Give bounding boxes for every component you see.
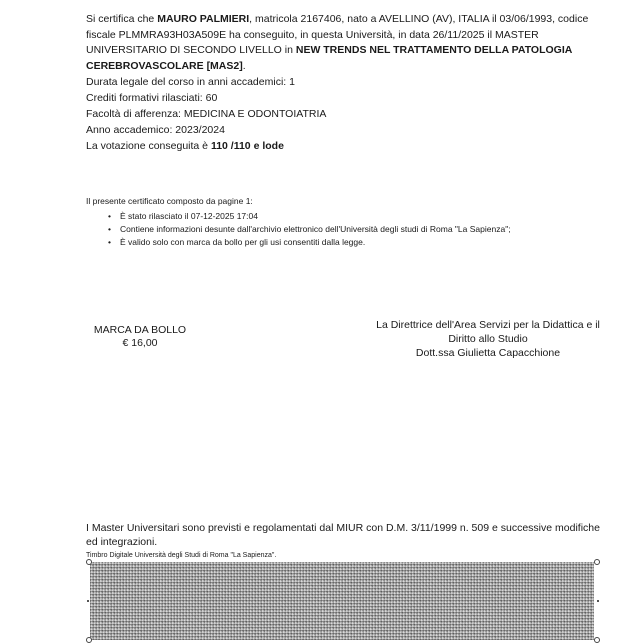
revenue-stamp-label: MARCA DA BOLLO [93, 324, 187, 336]
revenue-stamp-value: € 16,00 [122, 337, 158, 349]
faculty-line: Facoltà di afferenza: MEDICINA E ODONTOIATRIA [86, 108, 327, 120]
list-item: • È stato rilasciato il 07-12-2025 17:04 [108, 210, 586, 223]
credits-line: Crediti formativi rilasciati: 60 [86, 92, 218, 104]
certificate-notes [86, 195, 586, 249]
course-title: NEW TRENDS NEL TRATTAMENTO DELLA PATOLOGIA CEREBROVASCOLARE [MAS2] [86, 44, 572, 72]
signatory-title: La Direttrice dell'Area Servizi per la Didattica e il Diritto allo Studio [376, 319, 600, 345]
barcode-pattern [90, 562, 594, 640]
course-details [86, 74, 586, 154]
edge-marker-icon [597, 600, 599, 602]
corner-marker-icon [594, 559, 600, 565]
intro-text-1: Si certifica che [86, 13, 158, 25]
digital-stamp-label: Timbro Digitale Università degli Studi di Roma "La Sapienza". [86, 552, 277, 559]
edge-marker-icon [87, 600, 89, 602]
signature-block [368, 318, 608, 360]
certificate-intro: Il presente certificato composto da pagine 1: [86, 196, 253, 206]
duration-line: Durata legale del corso in anni accademici: 1 [86, 76, 295, 88]
grade-prefix: La votazione conseguita è [86, 140, 211, 152]
list-item: • Contiene informazioni desunte dall'archivio elettronico dell'Università degli studi di Roma "La Sapienza"; [108, 223, 586, 236]
certification-statement [86, 12, 606, 74]
certificate-bullets [86, 210, 586, 249]
intro-text-3: . [242, 59, 246, 72]
legal-footer: I Master Universitari sono previsti e regolamentati dal MIUR con D.M. 3/11/1999 n. 509 e successive modifiche ed integrazioni. [86, 522, 600, 548]
revenue-stamp [70, 324, 210, 350]
signatory-name: Dott.ssa Giulietta Capacchione [415, 347, 561, 359]
digital-stamp-barcode [88, 562, 598, 640]
grade-value: 110 /110 e lode [210, 140, 284, 152]
student-name: MAURO PALMIERI [157, 13, 250, 25]
corner-marker-icon [86, 637, 92, 643]
corner-marker-icon [86, 559, 92, 565]
grade-line [86, 138, 586, 154]
academic-year-line: Anno accademico: 2023/2024 [86, 124, 225, 136]
corner-marker-icon [594, 637, 600, 643]
intro-text-2: , matricola 2167406, nato a AVELLINO (AV), ITALIA il 03/06/1993, codice fiscale PLMMRA93H03A509E ha conseguito, in questa Università, in data 26/11/2025 il MASTER UNIVERSITARIO DI SECONDO LIVELLO in [86, 13, 589, 56]
list-item: • È valido solo con marca da bollo per gli usi consentiti dalla legge. [108, 236, 586, 249]
